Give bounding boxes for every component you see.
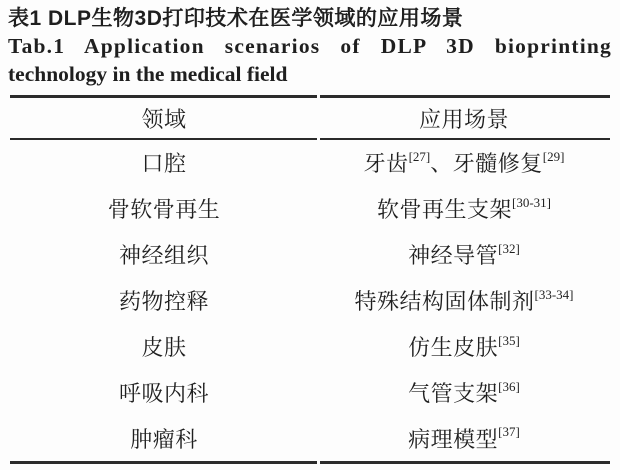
scenario-cell: 气管支架[36]: [408, 378, 520, 406]
field-cell: 神经组织: [118, 243, 209, 269]
rule-segment-right: [320, 461, 610, 464]
column-header-field: 领域: [141, 106, 187, 132]
scenario-cell: 特殊结构固体制剂[33-34]: [354, 286, 574, 315]
field-cell: 骨软骨再生: [107, 197, 221, 223]
citation-ref: [37]: [498, 424, 520, 440]
table-header-rule: [10, 138, 610, 140]
rule-segment-left: [10, 461, 317, 464]
table-row: [10, 324, 610, 370]
table-row: [10, 369, 610, 415]
table-bottom-rule: [10, 461, 610, 464]
citation-ref: [32]: [498, 240, 520, 256]
table-row: [10, 140, 610, 186]
table-title-en-line2: technology in the medical field: [8, 62, 288, 86]
citation-ref: [27]: [408, 149, 431, 165]
field-cell: 皮肤: [141, 335, 187, 360]
citation-ref: [33-34]: [534, 286, 574, 302]
citation-ref: [29]: [542, 149, 565, 165]
table-title-zh: 表1 DLP生物3D打印技术在医学领域的应用场景: [8, 7, 464, 30]
scenario-cell: 仿生皮肤[35]: [408, 332, 520, 360]
table-title-en-line1: Tab.1 Application scenarios of DLP 3D bioprinting: [8, 34, 612, 58]
scenario-cell: 神经导管[32]: [408, 240, 520, 269]
table-caption: [8, 5, 612, 88]
table-row: [10, 278, 610, 324]
table-row: [10, 415, 610, 461]
field-cell: 口腔: [141, 151, 187, 177]
table-body: [10, 140, 610, 461]
field-cell: 肿瘤科: [130, 426, 198, 452]
scenario-cell: 牙齿[27]、牙髓修复[29]: [363, 149, 565, 177]
table-header-row: [10, 98, 610, 138]
field-cell: 呼吸内科: [118, 380, 209, 406]
table-row: [10, 232, 610, 278]
rule-segment-right: [320, 95, 610, 98]
citation-ref: [30-31]: [512, 195, 551, 210]
citation-ref: [35]: [498, 332, 520, 348]
field-cell: 药物控释: [118, 289, 209, 315]
scenario-cell: 软骨再生支架[30-31]: [376, 195, 551, 223]
citation-ref: [36]: [498, 378, 520, 394]
rule-segment-right: [320, 138, 610, 140]
table-top-rule: [10, 95, 610, 98]
column-header-scenario: 应用场景: [418, 106, 509, 132]
scenario-cell: 病理模型[37]: [408, 424, 520, 452]
application-scenarios-table: [10, 95, 610, 464]
rule-segment-left: [10, 138, 317, 140]
table-row: [10, 186, 610, 232]
rule-segment-left: [10, 95, 317, 98]
